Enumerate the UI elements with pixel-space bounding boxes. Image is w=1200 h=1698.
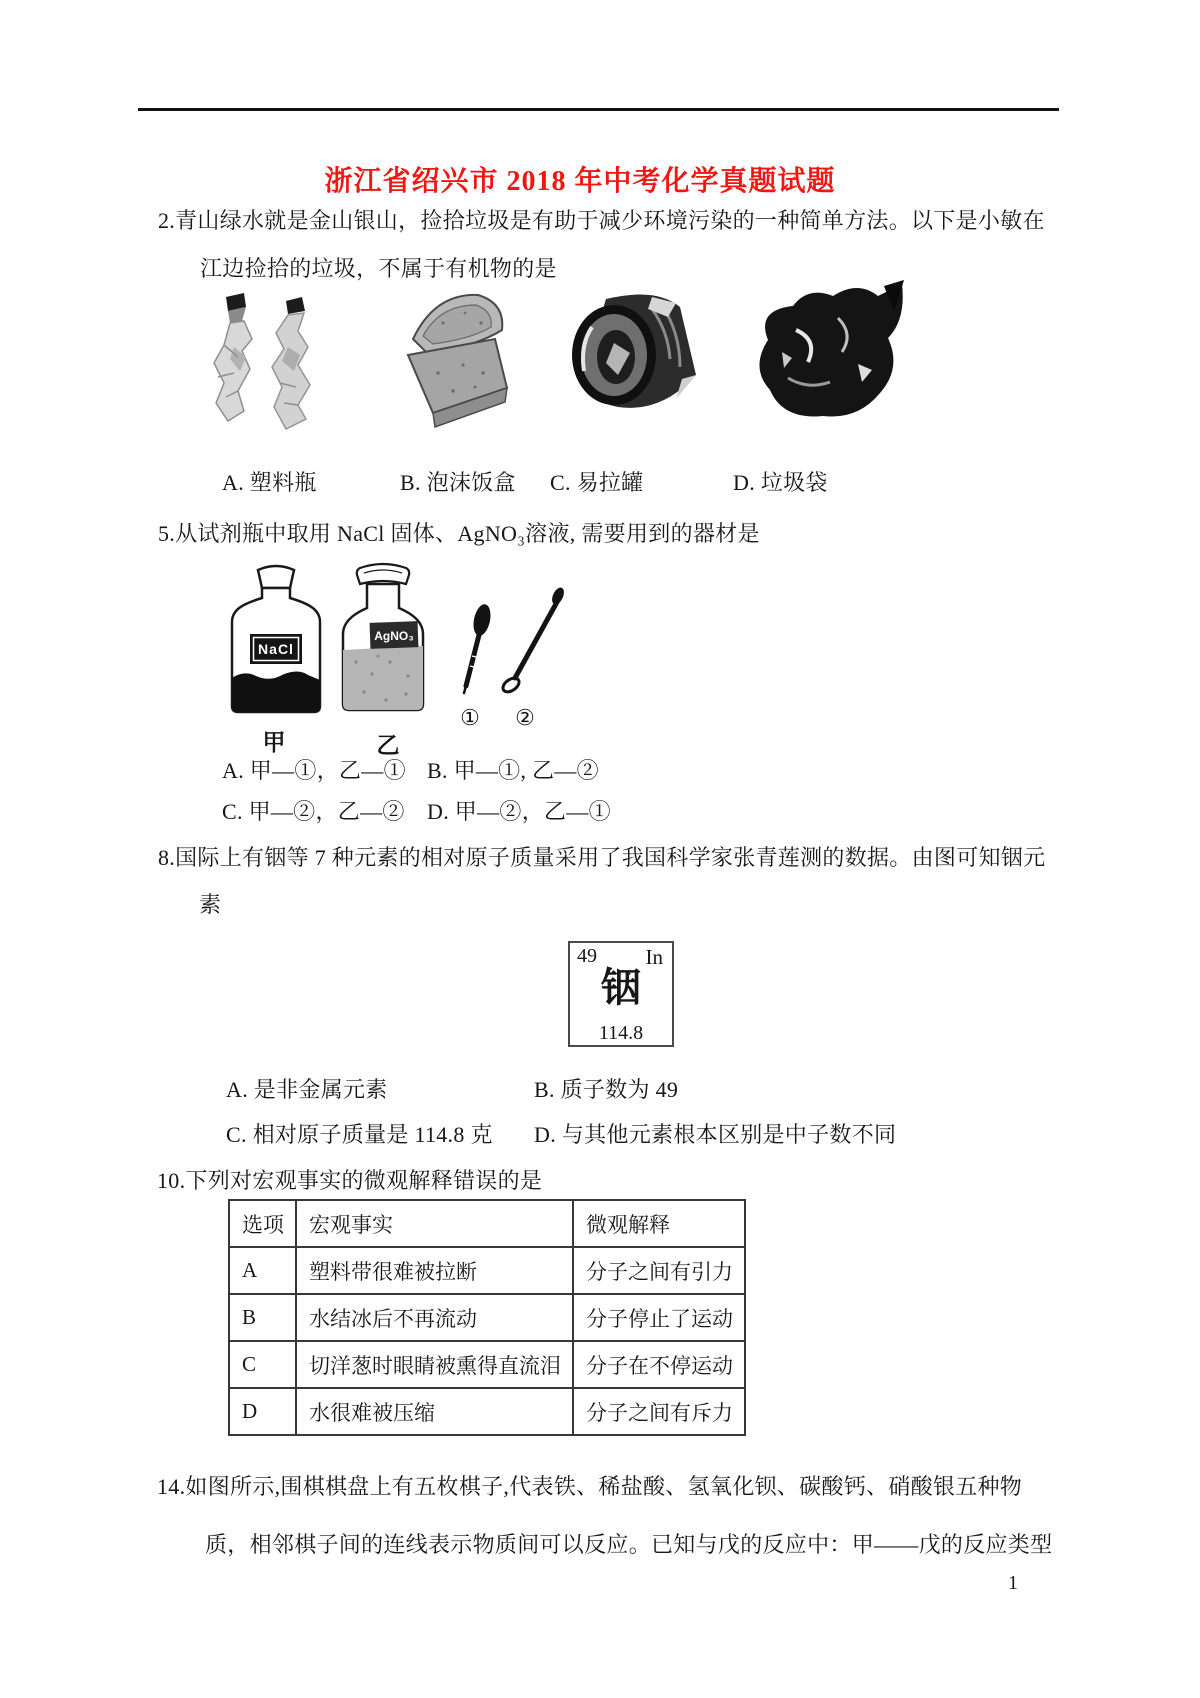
q10-a-fact: 塑料带很难被拉断 bbox=[296, 1247, 573, 1294]
q5-option-b: B. 甲—①, 乙—② bbox=[427, 758, 599, 783]
q5-option-a: A. 甲—①，乙—① bbox=[222, 758, 406, 783]
table-row bbox=[229, 1341, 745, 1388]
q10-a-option: A bbox=[229, 1247, 296, 1294]
reagent-bottle-yi bbox=[343, 564, 423, 710]
q10-c-option: C bbox=[229, 1341, 296, 1388]
q2-option-c: C. 易拉罐 bbox=[550, 470, 644, 495]
q8-stem-line1: 8.国际上有铟等 7 种元素的相对原子质量采用了我国科学家张青莲测的数据。由图可知铟元 bbox=[158, 845, 1046, 870]
q10-header-explain: 微观解释 bbox=[573, 1200, 745, 1247]
q10-stem: 10.下列对宏观事实的微观解释错误的是 bbox=[157, 1168, 543, 1193]
q10-d-option: D bbox=[229, 1388, 296, 1435]
relative-atomic-mass: 114.8 bbox=[598, 1022, 644, 1044]
element-tile-indium bbox=[568, 941, 674, 1047]
garbage-bag-photo bbox=[738, 278, 905, 433]
q10-b-option: B bbox=[229, 1294, 296, 1341]
svg-text:AgNO₃: AgNO₃ bbox=[374, 629, 414, 643]
q14-stem-line2: 质，相邻棋子间的连线表示物质间可以反应。已知与戊的反应中：甲——戊的反应类型 bbox=[205, 1532, 1053, 1557]
bottle-jia-caption: 甲 bbox=[262, 730, 286, 755]
element-name: 铟 bbox=[601, 965, 641, 1010]
q5-stem: 5.从试剂瓶中取用 NaCl 固体、AgNO₃溶液, 需要用到的器材是 bbox=[158, 521, 760, 546]
table-row bbox=[229, 1388, 745, 1435]
q5-apparatus-figure bbox=[220, 558, 565, 758]
q10-header-option: 选项 bbox=[229, 1200, 296, 1247]
q8-stem-line2: 素 bbox=[199, 892, 222, 917]
q5-option-d: D. 甲—②，乙—① bbox=[427, 799, 611, 824]
q8-option-d: D. 与其他元素根本区别是中子数不同 bbox=[534, 1122, 897, 1147]
plastic-bottles-photo bbox=[198, 287, 346, 439]
q10-a-explain: 分子之间有引力 bbox=[573, 1247, 745, 1294]
q8-option-a: A. 是非金属元素 bbox=[226, 1077, 388, 1102]
exam-title: 浙江省绍兴市 2018 年中考化学真题试题 bbox=[324, 165, 836, 197]
table-row bbox=[229, 1247, 745, 1294]
atomic-number: 49 bbox=[577, 945, 597, 967]
q10-c-fact: 切洋葱时眼睛被熏得直流泪 bbox=[296, 1341, 573, 1388]
reagent-bottle-jia bbox=[232, 566, 320, 712]
q2-option-b: B. 泡沫饭盒 bbox=[400, 470, 516, 495]
q8-option-b: B. 质子数为 49 bbox=[534, 1077, 679, 1102]
q10-header-row bbox=[229, 1200, 745, 1247]
q10-b-fact: 水结冰后不再流动 bbox=[296, 1294, 573, 1341]
q10-table bbox=[228, 1199, 746, 1436]
header-rule bbox=[138, 108, 1059, 111]
q5-option-c: C. 甲—②，乙—② bbox=[222, 799, 405, 824]
foam-lunchbox-photo bbox=[383, 283, 523, 439]
svg-text:NaCl: NaCl bbox=[258, 641, 294, 657]
tool1-caption: ① bbox=[460, 705, 480, 730]
q2-option-d: D. 垃圾袋 bbox=[733, 470, 828, 495]
pull-tab-can-photo bbox=[556, 283, 706, 433]
tool2-caption: ② bbox=[515, 705, 535, 730]
page-number: 1 bbox=[1008, 1572, 1018, 1594]
q8-option-c: C. 相对原子质量是 114.8 克 bbox=[226, 1122, 493, 1147]
table-row bbox=[229, 1294, 745, 1341]
spoon-icon bbox=[500, 586, 565, 695]
q2-stem-line1: 2.青山绿水就是金山银山，捡拾垃圾是有助于减少环境污染的一种简单方法。以下是小敏在 bbox=[158, 208, 1045, 233]
element-symbol: In bbox=[645, 945, 663, 969]
q2-stem-line2: 江边捡拾的垃圾，不属于有机物的是 bbox=[200, 256, 557, 281]
bottle-yi-caption: 乙 bbox=[376, 733, 400, 758]
q10-header-fact: 宏观事实 bbox=[296, 1200, 573, 1247]
q2-option-a: A. 塑料瓶 bbox=[222, 470, 317, 495]
q10-d-fact: 水很难被压缩 bbox=[296, 1388, 573, 1435]
q10-c-explain: 分子在不停运动 bbox=[573, 1341, 745, 1388]
q10-b-explain: 分子停止了运动 bbox=[573, 1294, 745, 1341]
dropper-icon bbox=[464, 603, 493, 693]
q14-stem-line1: 14.如图所示,围棋棋盘上有五枚棋子,代表铁、稀盐酸、氢氧化钡、碳酸钙、硝酸银五种物 bbox=[157, 1474, 1023, 1499]
q10-d-explain: 分子之间有斥力 bbox=[573, 1388, 745, 1435]
